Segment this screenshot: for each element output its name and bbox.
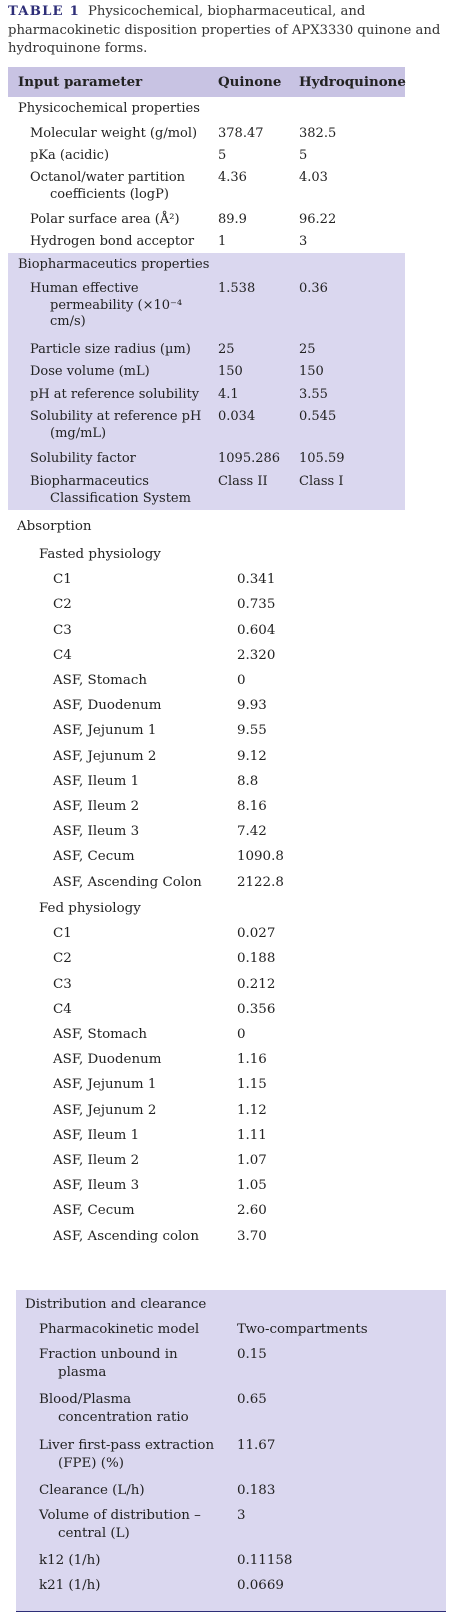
absorption-parameter: C4	[53, 647, 72, 663]
quinone-value: 4.1	[218, 387, 239, 402]
hydroquinone-value: 4.03	[299, 170, 328, 185]
parameter-name	[30, 148, 109, 165]
parameter-name	[30, 364, 150, 381]
quinone-value: 378.47	[218, 126, 264, 141]
distribution-parameter	[39, 1507, 201, 1543]
absorption-parameter: ASF, Ileum 1	[53, 1127, 140, 1143]
absorption-value: 1.15	[237, 1077, 267, 1093]
distribution-parameter	[39, 1437, 214, 1473]
parameter-name	[30, 234, 194, 251]
parameter-line: Octanol/water partition	[30, 170, 186, 185]
absorption-parameter: ASF, Duodenum	[53, 698, 162, 714]
distribution-value: Two-compartments	[237, 1322, 368, 1337]
absorption-parameter: ASF, Ileum 1	[53, 773, 140, 789]
distribution-parameter	[39, 1482, 145, 1500]
quinone-value: 89.9	[218, 212, 247, 227]
parameter-line: Human effective	[30, 281, 139, 296]
absorption-parameter: ASF, Ileum 3	[53, 1178, 140, 1194]
absorption-parameter: ASF, Jejunum 2	[53, 748, 157, 764]
parameter-line: pH at reference solubility	[30, 387, 200, 402]
hydroquinone-value: 96.22	[299, 212, 337, 227]
hydroquinone-value: 150	[299, 364, 324, 379]
properties-table	[8, 67, 405, 510]
physicochemical-section	[8, 97, 405, 253]
distribution-value: 0.183	[237, 1483, 276, 1498]
parameter-line: Liver first-pass extraction	[39, 1438, 215, 1453]
section-title-row	[8, 253, 405, 277]
distribution-value: 0.0669	[237, 1578, 284, 1593]
caption-text: Physicochemical, biopharmaceutical, and pharmacokinetic disposition properties of APX3330 quinone and hydroquinone forms.	[8, 4, 441, 56]
parameter-line: coefficients (logP)	[50, 186, 169, 202]
absorption-value: 0.341	[237, 572, 276, 588]
parameter-line: Biopharmaceutics	[30, 474, 149, 489]
parameter-line: Clearance (L/h)	[39, 1483, 145, 1498]
header-input-parameter: Input parameter	[18, 74, 143, 90]
hydroquinone-value: 105.59	[299, 451, 345, 466]
parameter-line: Hydrogen bond acceptor	[30, 234, 195, 249]
parameter-name	[30, 170, 185, 203]
absorption-value: 1.12	[237, 1102, 267, 1118]
table-row	[8, 405, 405, 447]
parameter-name	[30, 281, 182, 331]
parameter-name	[30, 409, 201, 442]
absorption-value: 0	[237, 673, 246, 688]
absorption-value: 0.604	[237, 622, 276, 638]
hydroquinone-value: 25	[299, 342, 316, 357]
parameter-line: Pharmacokinetic model	[39, 1322, 200, 1337]
parameter-line: Solubility at reference pH	[30, 409, 202, 424]
distribution-value: 0.11158	[237, 1553, 293, 1568]
absorption-parameter: C4	[53, 1001, 72, 1017]
parameter-line: Dose volume (mL)	[30, 364, 150, 379]
absorption-parameter: ASF, Ascending colon	[53, 1228, 199, 1244]
parameter-line: cm/s)	[50, 314, 86, 330]
hydroquinone-value: 0.36	[299, 281, 328, 296]
absorption-value: 1090.8	[237, 849, 284, 865]
hydroquinone-value: Class I	[299, 474, 344, 489]
absorption-value: 2122.8	[237, 874, 284, 890]
absorption-parameter: ASF, Jejunum 1	[53, 1077, 157, 1093]
absorption-parameter: C2	[53, 951, 72, 967]
absorption-value: 0.188	[237, 951, 276, 967]
parameter-name	[30, 451, 136, 468]
quinone-value: Class II	[218, 474, 268, 489]
biopharmaceutics-section	[8, 253, 405, 510]
parameter-line: k21 (1/h)	[39, 1578, 101, 1593]
distribution-parameter	[39, 1391, 189, 1427]
table-row	[8, 166, 405, 208]
absorption-value: 8.16	[237, 799, 267, 814]
table-row	[8, 447, 405, 470]
parameter-line: Polar surface area (Å²)	[30, 212, 180, 227]
absorption-value: 1.16	[237, 1052, 267, 1068]
table-row	[8, 122, 405, 144]
table-row	[8, 144, 405, 166]
section-title: Physicochemical properties	[18, 101, 200, 116]
parameter-line: plasma	[58, 1365, 107, 1380]
distribution-section	[16, 1290, 446, 1612]
distribution-title: Distribution and clearance	[25, 1297, 207, 1312]
table-header-row	[8, 67, 405, 97]
distribution-value: 0.65	[237, 1392, 267, 1407]
quinone-value: 5	[218, 148, 227, 163]
parameter-line: Blood/Plasma	[39, 1392, 132, 1407]
absorption-value: 0	[237, 1027, 246, 1042]
absorption-value: 1.07	[237, 1153, 267, 1168]
fasted-physiology-title: Fasted physiology	[39, 547, 161, 562]
header-hydroquinone: Hydroquinone	[299, 74, 406, 90]
parameter-name	[30, 212, 180, 229]
quinone-value: 1	[218, 234, 227, 249]
parameter-line: k12 (1/h)	[39, 1553, 101, 1568]
absorption-value: 9.93	[237, 698, 267, 714]
absorption-parameter: C3	[53, 976, 72, 992]
absorption-value: 0.735	[237, 597, 276, 613]
quinone-value: 1095.286	[218, 451, 281, 466]
parameter-name	[30, 387, 199, 404]
absorption-value: 9.12	[237, 748, 267, 764]
distribution-value: 3	[237, 1508, 246, 1523]
absorption-value: 2.320	[237, 647, 276, 663]
quinone-value: 4.36	[218, 170, 247, 185]
parameter-name	[30, 474, 191, 507]
parameter-line: permeability (×10⁻⁴	[50, 297, 183, 313]
parameter-line: pKa (acidic)	[30, 148, 110, 163]
distribution-parameter	[39, 1577, 101, 1595]
fed-physiology-title: Fed physiology	[39, 901, 141, 916]
absorption-value: 7.42	[237, 824, 267, 840]
parameter-name	[30, 342, 191, 359]
table-row	[8, 338, 405, 360]
quinone-value: 0.034	[218, 409, 256, 424]
absorption-value: 0.356	[237, 1001, 276, 1017]
parameter-line: Solubility factor	[30, 451, 136, 466]
parameter-line: Particle size radius (µm)	[30, 342, 191, 357]
absorption-parameter: C1	[53, 926, 72, 942]
absorption-value: 0.027	[237, 926, 276, 942]
absorption-parameter: ASF, Stomach	[53, 1027, 147, 1042]
hydroquinone-value: 382.5	[299, 126, 337, 141]
absorption-parameter: ASF, Ileum 3	[53, 824, 140, 840]
parameter-line: Volume of distribution –	[39, 1508, 201, 1523]
quinone-value: 25	[218, 342, 235, 357]
table-row	[8, 277, 405, 338]
absorption-parameter: ASF, Stomach	[53, 673, 147, 688]
section-title-row	[8, 97, 405, 122]
parameter-line: central (L)	[58, 1526, 130, 1541]
hydroquinone-value: 3	[299, 234, 308, 249]
hydroquinone-value: 5	[299, 148, 308, 163]
absorption-parameter: ASF, Cecum	[53, 849, 135, 865]
distribution-parameter	[39, 1321, 199, 1339]
hydroquinone-value: 0.545	[299, 409, 337, 424]
table-caption	[8, 3, 448, 59]
parameter-line: (FPE) (%)	[58, 1456, 124, 1471]
absorption-value: 8.8	[237, 773, 259, 789]
quinone-value: 150	[218, 364, 243, 379]
absorption-parameter: ASF, Jejunum 2	[53, 1102, 157, 1118]
absorption-value: 1.11	[237, 1127, 267, 1143]
absorption-parameter: C2	[53, 597, 72, 613]
absorption-parameter: ASF, Ileum 2	[53, 799, 140, 814]
table-row	[8, 230, 405, 253]
absorption-value: 0.212	[237, 976, 276, 992]
absorption-parameter: C3	[53, 622, 72, 638]
distribution-value: 11.67	[237, 1438, 276, 1453]
parameter-line: Molecular weight (g/mol)	[30, 126, 198, 141]
absorption-value: 2.60	[237, 1203, 267, 1219]
distribution-value: 0.15	[237, 1347, 267, 1362]
parameter-line: Fraction unbound in	[39, 1347, 178, 1362]
absorption-parameter: ASF, Duodenum	[53, 1052, 162, 1068]
table-row	[8, 360, 405, 383]
absorption-value: 1.05	[237, 1178, 267, 1194]
absorption-title: Absorption	[17, 519, 92, 534]
section-title: Biopharmaceutics properties	[18, 257, 210, 272]
header-quinone: Quinone	[218, 74, 282, 90]
quinone-value: 1.538	[218, 281, 256, 296]
absorption-parameter: ASF, Ascending Colon	[53, 874, 202, 890]
absorption-parameter: ASF, Jejunum 1	[53, 723, 157, 739]
table-label: TABLE 1	[8, 4, 80, 19]
parameter-name	[30, 126, 197, 143]
absorption-parameter: C1	[53, 572, 72, 588]
parameter-line: concentration ratio	[58, 1410, 189, 1425]
absorption-value: 3.70	[237, 1228, 267, 1244]
absorption-parameter: ASF, Cecum	[53, 1203, 135, 1219]
distribution-parameter	[39, 1552, 101, 1570]
parameter-line: (mg/mL)	[50, 425, 107, 441]
distribution-parameter	[39, 1346, 178, 1382]
table-row	[8, 470, 405, 510]
table-row	[8, 208, 405, 230]
absorption-value: 9.55	[237, 723, 267, 739]
table-row	[8, 383, 405, 405]
absorption-parameter: ASF, Ileum 2	[53, 1153, 140, 1168]
parameter-line: Classification System	[50, 490, 191, 506]
hydroquinone-value: 3.55	[299, 387, 328, 402]
